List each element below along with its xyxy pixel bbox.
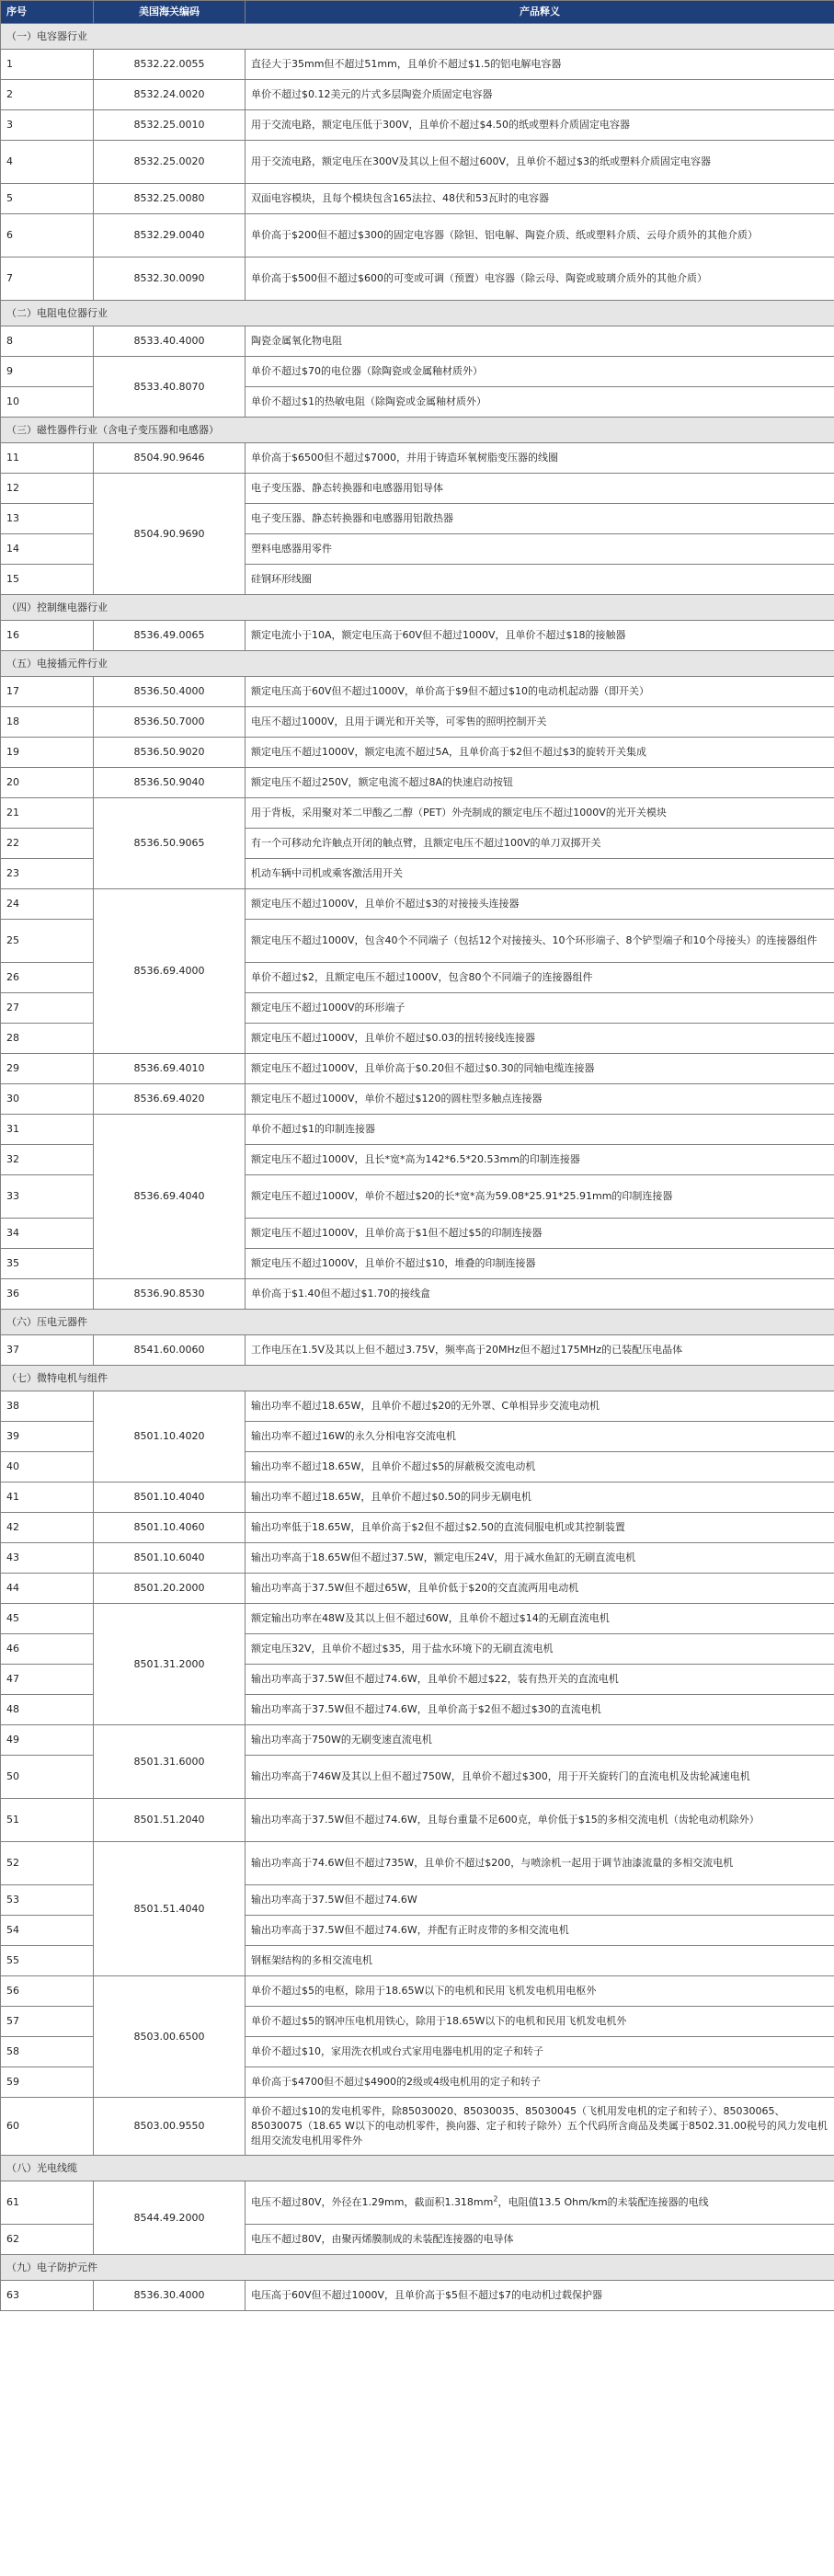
row-number: 38 [1,1391,94,1422]
section-title: （五）电接插元件行业 [1,651,834,677]
row-number: 39 [1,1422,94,1452]
product-description: 硅钢环形线圈 [246,565,834,595]
product-description: 输出功率高于746W及其以上但不超过750W，且单价不超过$300，用于开关旋转门的直流电机及齿轮减速电机 [246,1756,834,1799]
hs-code: 8501.31.2000 [94,1604,246,1725]
row-number: 14 [1,534,94,565]
table-row [1,1725,834,1756]
table-row [1,443,834,474]
table-row [1,1335,834,1366]
row-number: 23 [1,859,94,889]
row-number: 40 [1,1452,94,1483]
product-description: 额定输出功率在48W及其以上但不超过60W，且单价不超过$14的无刷直流电机 [246,1604,834,1634]
row-number: 43 [1,1543,94,1574]
product-description: 双面电容模块，且每个模块包含165法拉、48伏和53瓦时的电容器 [246,184,834,214]
row-number: 4 [1,141,94,184]
product-description: 输出功率高于37.5W但不超过74.6W，并配有正时皮带的多相交流电机 [246,1916,834,1946]
row-number: 2 [1,80,94,110]
row-number: 5 [1,184,94,214]
row-number: 24 [1,889,94,920]
product-description: 单价高于$6500但不超过$7000，并用于铸造环氧树脂变压器的线圈 [246,443,834,474]
product-description: 塑料电感器用零件 [246,534,834,565]
row-number: 36 [1,1279,94,1310]
row-number: 19 [1,738,94,768]
product-description: 额定电压不超过1000V，单价不超过$20的长*宽*高为59.08*25.91*25.91mm的印制连接器 [246,1175,834,1219]
row-number: 20 [1,768,94,798]
table-row [1,1574,834,1604]
section-row [1,418,834,443]
table-row [1,474,834,504]
hs-code: 8536.69.4010 [94,1054,246,1084]
section-row [1,1366,834,1391]
product-description: 额定电压不超过1000V，单价不超过$120的圆柱型多触点连接器 [246,1084,834,1115]
product-description: 额定电压不超过1000V的环形端子 [246,993,834,1024]
product-description: 输出功率高于37.5W但不超过74.6W，且每台重量不足600克，单价低于$15的多相交流电机（齿轮电动机除外） [246,1799,834,1842]
row-number: 58 [1,2037,94,2067]
row-number: 50 [1,1756,94,1799]
table-row [1,889,834,920]
hs-code: 8536.69.4040 [94,1115,246,1279]
table-row [1,184,834,214]
row-number: 35 [1,1249,94,1279]
product-description: 电子变压器、静态转换器和电感器用铝散热器 [246,504,834,534]
product-description: 单价不超过$1的印制连接器 [246,1115,834,1145]
hs-code: 8501.10.4020 [94,1391,246,1483]
header-desc: 产品释义 [246,1,834,24]
table-row [1,1279,834,1310]
hs-code: 8501.10.4060 [94,1513,246,1543]
product-description: 输出功率高于18.65W但不超过37.5W，额定电压24V，用于减水鱼缸的无刷直流电机 [246,1543,834,1574]
table-row [1,1604,834,1634]
product-description: 电压不超过80V，外径在1.29mm，截面积$1.318mm^2$，电阻值13.5 Ohm/km的未装配连接器的电线 [246,2181,834,2225]
row-number: 47 [1,1665,94,1695]
hs-code: 8503.00.6500 [94,1976,246,2098]
row-number: 28 [1,1024,94,1054]
product-description: 单价高于$4700但不超过$4900的2级或4级电机用的定子和转子 [246,2067,834,2098]
table-row [1,110,834,141]
row-number: 57 [1,2007,94,2037]
table-row [1,1115,834,1145]
hs-code: 8541.60.0060 [94,1335,246,1366]
row-number: 13 [1,504,94,534]
row-number: 48 [1,1695,94,1725]
row-number: 55 [1,1946,94,1976]
section-row [1,595,834,621]
header-seq: 序号 [1,1,94,24]
table-row [1,1799,834,1842]
row-number: 41 [1,1483,94,1513]
product-description: 输出功率高于37.5W但不超过65W，且单价低于$20的交直流两用电动机 [246,1574,834,1604]
table-body [1,24,834,2311]
product-description: 额定电压32V，且单价不超过$35，用于盐水环境下的无刷直流电机 [246,1634,834,1665]
table-row [1,1391,834,1422]
row-number: 21 [1,798,94,829]
product-description: 额定电压不超过1000V，额定电流不超过5A，且单价高于$2但不超过$3的旋转开关集成 [246,738,834,768]
row-number: 27 [1,993,94,1024]
product-description: 输出功率不超过18.65W，且单价不超过$20的无外罩、C单相异步交流电动机 [246,1391,834,1422]
row-number: 10 [1,387,94,418]
table-row [1,214,834,258]
row-number: 44 [1,1574,94,1604]
product-description: 输出功率不超过18.65W，且单价不超过$0.50的同步无刷电机 [246,1483,834,1513]
product-description: 陶瓷金属氧化物电阻 [246,326,834,357]
product-description: 额定电压不超过1000V，且单价不超过$10，堆叠的印制连接器 [246,1249,834,1279]
row-number: 33 [1,1175,94,1219]
row-number: 1 [1,50,94,80]
hs-code: 8501.31.6000 [94,1725,246,1799]
hs-code: 8503.00.9550 [94,2098,246,2156]
table-header-row [1,1,834,24]
hs-code: 8504.90.9646 [94,443,246,474]
row-number: 45 [1,1604,94,1634]
hs-code: 8536.50.4000 [94,677,246,707]
product-description: 输出功率高于74.6W但不超过735W，且单价不超过$200，与喷涂机一起用于调节油漆流量的多相交流电机 [246,1842,834,1885]
hs-code: 8536.50.9040 [94,768,246,798]
row-number: 60 [1,2098,94,2156]
product-description: 单价不超过$10，家用洗衣机或台式家用电器电机用的定子和转子 [246,2037,834,2067]
product-description: 用于交流电路，额定电压在300V及其以上但不超过600V，且单价不超过$3的纸或塑料介质固定电容器 [246,141,834,184]
product-description: 电压不超过80V，由聚丙烯膜制成的未装配连接器的电导体 [246,2225,834,2255]
product-description: 额定电压不超过1000V，且长*宽*高为142*6.5*20.53mm的印制连接器 [246,1145,834,1175]
product-description: 钢框架结构的多相交流电机 [246,1946,834,1976]
product-description: 额定电压不超过250V，额定电流不超过8A的快速启动按钮 [246,768,834,798]
row-number: 3 [1,110,94,141]
hs-code: 8501.51.2040 [94,1799,246,1842]
row-number: 34 [1,1219,94,1249]
row-number: 6 [1,214,94,258]
hs-code: 8532.24.0020 [94,80,246,110]
table-row [1,621,834,651]
product-description: 电压高于60V但不超过1000V，且单价高于$5但不超过$7的电动机过载保护器 [246,2281,834,2311]
table-row [1,798,834,829]
table-row [1,80,834,110]
table-row [1,258,834,301]
product-description: 用于背板，采用聚对苯二甲酸乙二醇（PET）外壳制成的额定电压不超过1000V的光开关模块 [246,798,834,829]
row-number: 54 [1,1916,94,1946]
product-description: 单价不超过$0.12美元的片式多层陶瓷介质固定电容器 [246,80,834,110]
table-row [1,2281,834,2311]
table-row [1,707,834,738]
product-description: 输出功率不超过18.65W，且单价不超过$5的屏蔽极交流电动机 [246,1452,834,1483]
section-title: （三）磁性器件行业（含电子变压器和电感器） [1,418,834,443]
product-description: 单价不超过$70的电位器（除陶瓷或金属釉材质外） [246,357,834,387]
table-row [1,1483,834,1513]
product-description: 单价高于$200但不超过$300的固定电容器（除钽、铝电解、陶瓷介质、纸或塑料介质、云母介质外的其他介质） [246,214,834,258]
table-row [1,1543,834,1574]
row-number: 61 [1,2181,94,2225]
product-description: 输出功率高于37.5W但不超过74.6W，且单价不超过$22，装有热开关的直流电机 [246,1665,834,1695]
row-number: 62 [1,2225,94,2255]
row-number: 52 [1,1842,94,1885]
section-title: （六）压电元器件 [1,1310,834,1335]
table-row [1,141,834,184]
product-description: 单价高于$1.40但不超过$1.70的接线盒 [246,1279,834,1310]
row-number: 49 [1,1725,94,1756]
product-description: 单价不超过$1的热敏电阻（除陶瓷或金属釉材质外） [246,387,834,418]
hs-code: 8536.69.4020 [94,1084,246,1115]
row-number: 9 [1,357,94,387]
section-row [1,1310,834,1335]
hs-code: 8536.50.7000 [94,707,246,738]
section-title: （七）微特电机与组件 [1,1366,834,1391]
row-number: 53 [1,1885,94,1916]
hs-code: 8532.29.0040 [94,214,246,258]
product-description: 输出功率不超过16W的永久分相电容交流电机 [246,1422,834,1452]
section-title: （一）电容器行业 [1,24,834,50]
hs-code: 8501.20.2000 [94,1574,246,1604]
row-number: 7 [1,258,94,301]
row-number: 25 [1,920,94,963]
hs-code: 8532.25.0080 [94,184,246,214]
product-description: 单价高于$500但不超过$600的可变或可调（预置）电容器（除云母、陶瓷或玻璃介质外的其他介质） [246,258,834,301]
product-description: 输出功率高于37.5W但不超过74.6W，且单价高于$2但不超过$30的直流电机 [246,1695,834,1725]
table-row [1,677,834,707]
hs-code: 8532.22.0055 [94,50,246,80]
section-title: （二）电阻电位器行业 [1,301,834,326]
hs-code: 8536.50.9020 [94,738,246,768]
product-description: 电子变压器、静态转换器和电感器用铝导体 [246,474,834,504]
product-description: 额定电压不超过1000V，包含40个不同端子（包括12个对接接头、10个环形端子、8个铲型端子和10个母接头）的连接器组件 [246,920,834,963]
section-row [1,2156,834,2181]
product-description: 输出功率高于37.5W但不超过74.6W [246,1885,834,1916]
table-row [1,1513,834,1543]
hs-code: 8533.40.8070 [94,357,246,418]
hs-code: 8536.50.9065 [94,798,246,889]
row-number: 22 [1,829,94,859]
product-description: 单价不超过$10的发电机零件，除85030020、85030035、85030045（飞机用发电机的定子和转子）、85030065、85030075（18.65 W以下的电动机零件，换向器、定子和转子除外）五个代码所含商品及类属于8502.31.00税号的风力发电机组用交流发电机用零件外 [246,2098,834,2156]
table-row [1,1084,834,1115]
product-description: 输出功率高于750W的无刷变速直流电机 [246,1725,834,1756]
row-number: 63 [1,2281,94,2311]
hs-code: 8536.49.0065 [94,621,246,651]
section-title: （八）光电线缆 [1,2156,834,2181]
section-row [1,651,834,677]
row-number: 15 [1,565,94,595]
product-description: 用于交流电路，额定电压低于300V，且单价不超过$4.50的纸或塑料介质固定电容器 [246,110,834,141]
table-row [1,1976,834,2007]
hs-code: 8532.25.0010 [94,110,246,141]
section-row [1,24,834,50]
row-number: 32 [1,1145,94,1175]
product-description: 单价不超过$5的钢冲压电机用铁心，除用于18.65W以下的电机和民用飞机发电机外 [246,2007,834,2037]
product-description: 额定电压不超过1000V，且单价不超过$3的对接接头连接器 [246,889,834,920]
table-row [1,738,834,768]
product-description: 单价不超过$2，且额定电压不超过1000V，包含80个不同端子的连接器组件 [246,963,834,993]
table-row [1,2181,834,2225]
product-description: 额定电压不超过1000V，且单价高于$0.20但不超过$0.30的同轴电缆连接器 [246,1054,834,1084]
product-description: 单价不超过$5的电枢，除用于18.65W以下的电机和民用飞机发电机用电枢外 [246,1976,834,2007]
hs-code: 8501.51.4040 [94,1842,246,1976]
row-number: 26 [1,963,94,993]
row-number: 51 [1,1799,94,1842]
row-number: 46 [1,1634,94,1665]
product-description: 额定电压高于60V但不超过1000V，单价高于$9但不超过$10的电动机起动器（即开关） [246,677,834,707]
row-number: 30 [1,1084,94,1115]
row-number: 42 [1,1513,94,1543]
product-description: 有一个可移动允许触点开闭的触点臂，且额定电压不超过100V的单刀双掷开关 [246,829,834,859]
product-description: 输出功率低于18.65W，且单价高于$2但不超过$2.50的直流伺服电机或其控制装置 [246,1513,834,1543]
row-number: 29 [1,1054,94,1084]
row-number: 37 [1,1335,94,1366]
hs-code: 8533.40.4000 [94,326,246,357]
row-number: 8 [1,326,94,357]
row-number: 11 [1,443,94,474]
table-row [1,1842,834,1885]
hs-code: 8501.10.6040 [94,1543,246,1574]
row-number: 12 [1,474,94,504]
hs-code: 8536.90.8530 [94,1279,246,1310]
row-number: 59 [1,2067,94,2098]
row-number: 31 [1,1115,94,1145]
hs-code: 8532.25.0020 [94,141,246,184]
hs-code: 8536.69.4000 [94,889,246,1054]
row-number: 17 [1,677,94,707]
hs-code: 8536.30.4000 [94,2281,246,2311]
product-description: 电压不超过1000V，且用于调光和开关等，可零售的照明控制开关 [246,707,834,738]
table-row [1,326,834,357]
table-row [1,768,834,798]
table-row [1,50,834,80]
hs-code: 8532.30.0090 [94,258,246,301]
row-number: 18 [1,707,94,738]
table-row [1,2098,834,2156]
table-row [1,1054,834,1084]
product-description: 额定电压不超过1000V，且单价高于$1但不超过$5的印制连接器 [246,1219,834,1249]
header-code: 美国海关编码 [94,1,246,24]
product-description: 额定电压不超过1000V，且单价不超过$0.03的扭转接线连接器 [246,1024,834,1054]
row-number: 56 [1,1976,94,2007]
section-title: （九）电子防护元件 [1,2255,834,2281]
section-row [1,2255,834,2281]
product-description: 工作电压在1.5V及其以上但不超过3.75V，频率高于20MHz但不超过175MHz的已装配压电晶体 [246,1335,834,1366]
hs-code: 8544.49.2000 [94,2181,246,2255]
section-title: （四）控制继电器行业 [1,595,834,621]
table-row [1,357,834,387]
row-number: 16 [1,621,94,651]
product-description: 机动车辆中司机或乘客激活用开关 [246,859,834,889]
product-description: 额定电流小于10A，额定电压高于60V但不超过1000V，且单价不超过$18的接触器 [246,621,834,651]
hs-code: 8504.90.9690 [94,474,246,595]
hs-code: 8501.10.4040 [94,1483,246,1513]
product-description: 直径大于35mm但不超过51mm，且单价不超过$1.5的铝电解电容器 [246,50,834,80]
section-row [1,301,834,326]
